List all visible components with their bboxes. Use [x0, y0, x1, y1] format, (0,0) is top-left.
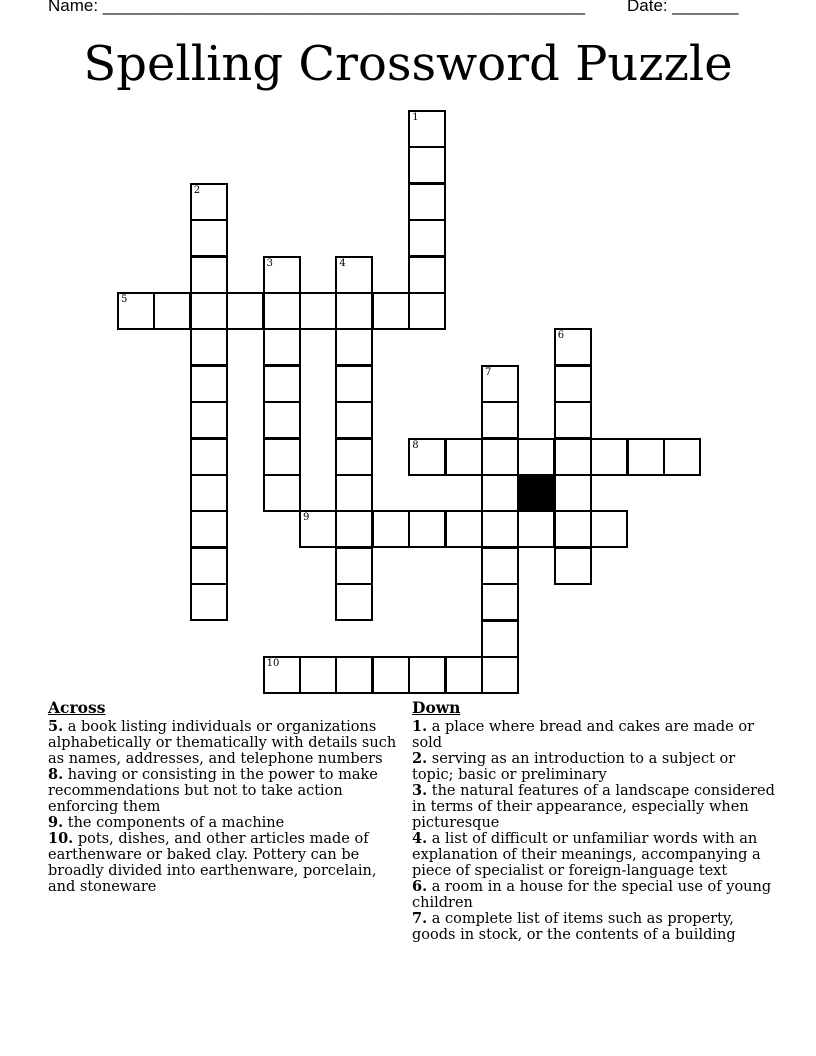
clue-number: 2 [193, 184, 201, 196]
grid-cell[interactable] [263, 656, 301, 694]
grid-cell[interactable] [190, 183, 228, 221]
grid-cell[interactable] [190, 292, 228, 330]
clue-number: 5 [121, 294, 128, 305]
clue-item-number: 4. [412, 830, 428, 847]
clue-number: 6 [557, 330, 565, 342]
clue-item [412, 719, 777, 751]
clue-number: 10 [266, 658, 280, 669]
clue-item-number: 10. [48, 830, 74, 847]
clue-item-text: a room in a house for the special use of young children [412, 879, 772, 911]
grid-cell[interactable] [190, 328, 228, 366]
grid-cell[interactable] [190, 401, 228, 439]
clue-item-number: 6. [412, 878, 428, 895]
grid-cell[interactable] [372, 656, 410, 694]
grid-cell[interactable] [226, 292, 264, 330]
clue-item-number: 1. [412, 718, 428, 735]
grid-cell[interactable] [263, 256, 301, 294]
clue-item-number: 7. [412, 910, 428, 927]
clue-item-text: a list of difficult or unfamiliar words with an explanation of their meanings, accompanying a piece of specialist or foreign-language text [412, 831, 761, 879]
clue-number: 8 [412, 439, 419, 451]
clue-item [412, 751, 777, 783]
clue-item-number: 5. [48, 718, 64, 735]
grid-cell[interactable] [190, 547, 228, 585]
clue-item-text: a place where bread and cakes are made or sold [412, 719, 755, 751]
clue-item-text: the natural features of a landscape considered in terms of their appearance, especially when picturesque [412, 783, 775, 831]
across-heading: Across [48, 698, 106, 717]
black-cell [517, 474, 555, 512]
grid-cell[interactable] [190, 256, 228, 294]
grid-cell[interactable] [517, 510, 555, 548]
grid-cell[interactable] [263, 365, 301, 403]
clue-item-text: having or consisting in the power to make recommendations but not to take action enforcing them [48, 767, 378, 815]
clue-item-text: a book listing individuals or organizations alphabetically or thematically with details such as names, addresses, and telephone numbers [48, 719, 397, 767]
grid-cell[interactable] [408, 438, 446, 476]
grid-cell[interactable] [481, 401, 519, 439]
clue-item [412, 879, 777, 911]
clue-number: 4 [339, 257, 346, 269]
grid-cell[interactable] [190, 474, 228, 512]
grid-cell[interactable] [153, 292, 191, 330]
grid-cell[interactable] [372, 292, 410, 330]
clue-item [48, 767, 403, 815]
grid-cell[interactable] [263, 401, 301, 439]
grid-cell[interactable] [554, 401, 592, 439]
clue-item-number: 2. [412, 750, 428, 767]
grid-cell[interactable] [190, 219, 228, 257]
grid-cell[interactable] [263, 328, 301, 366]
grid-cell[interactable] [481, 547, 519, 585]
clue-item [48, 719, 403, 767]
grid-cell[interactable] [554, 328, 592, 366]
grid-cell[interactable] [408, 656, 446, 694]
grid-cell[interactable] [335, 292, 373, 330]
clue-item-text: serving as an introduction to a subject or topic; basic or preliminary [412, 751, 736, 783]
clue-item-number: 9. [48, 814, 64, 831]
clue-number: 7 [485, 366, 492, 378]
grid-cell[interactable] [445, 438, 483, 476]
down-clue-list [412, 719, 777, 943]
clue-item [412, 783, 777, 831]
grid-cell[interactable] [408, 219, 446, 257]
grid-cell[interactable] [445, 510, 483, 548]
grid-cell[interactable] [590, 510, 628, 548]
grid-cell[interactable] [517, 438, 555, 476]
name-field[interactable]: Name: ___________________________________________________ [48, 0, 585, 15]
clue-number: 1 [412, 112, 419, 123]
grid-cell[interactable] [554, 365, 592, 403]
grid-cell[interactable] [335, 328, 373, 366]
grid-cell[interactable] [590, 438, 628, 476]
grid-cell[interactable] [408, 256, 446, 294]
clue-item-text: pots, dishes, and other articles made of earthenware or baked clay. Pottery can be broadly divided into earthenware, porcelain, and stoneware [48, 831, 377, 895]
date-field[interactable]: Date: _______ [627, 0, 739, 15]
page-title: Spelling Crossword Puzzle [83, 36, 733, 92]
grid-cell[interactable] [481, 365, 519, 403]
grid-cell[interactable] [554, 547, 592, 585]
down-heading: Down [412, 698, 461, 717]
grid-cell[interactable] [190, 365, 228, 403]
grid-cell[interactable] [408, 183, 446, 221]
grid-cell[interactable] [299, 656, 337, 694]
grid-cell[interactable] [263, 474, 301, 512]
grid-cell[interactable] [335, 401, 373, 439]
grid-cell[interactable] [190, 438, 228, 476]
grid-cell[interactable] [481, 583, 519, 621]
grid-cell[interactable] [190, 583, 228, 621]
grid-cell[interactable] [408, 510, 446, 548]
grid-cell[interactable] [481, 438, 519, 476]
grid-cell[interactable] [335, 365, 373, 403]
grid-cell[interactable] [263, 438, 301, 476]
grid-cell[interactable] [335, 656, 373, 694]
grid-cell[interactable] [335, 256, 373, 294]
clue-item-number: 8. [48, 766, 64, 783]
grid-cell[interactable] [408, 146, 446, 184]
across-clues [48, 700, 403, 895]
clue-item-text: the components of a machine [63, 815, 285, 831]
grid-cell[interactable] [335, 438, 373, 476]
grid-cell[interactable] [263, 292, 301, 330]
grid-cell[interactable] [299, 510, 337, 548]
grid-cell[interactable] [335, 474, 373, 512]
clue-item [412, 831, 777, 879]
clue-number: 3 [266, 257, 273, 269]
grid-cell[interactable] [335, 547, 373, 585]
grid-cell[interactable] [335, 583, 373, 621]
grid-cell[interactable] [481, 474, 519, 512]
grid-cell[interactable] [554, 474, 592, 512]
grid-cell[interactable] [408, 292, 446, 330]
clue-item-text: a complete list of items such as property, goods in stock, or the contents of a building [412, 911, 736, 943]
grid-cell[interactable] [481, 620, 519, 658]
grid-cell[interactable] [554, 510, 592, 548]
clue-number: 9 [303, 512, 310, 524]
grid-cell[interactable] [554, 438, 592, 476]
grid-cell[interactable] [481, 656, 519, 694]
across-clue-list [48, 719, 403, 895]
clue-item [48, 815, 403, 831]
header [48, 0, 748, 16]
grid-cell[interactable] [190, 510, 228, 548]
grid-cell[interactable] [408, 110, 446, 148]
grid-cell[interactable] [627, 438, 665, 476]
grid-cell[interactable] [117, 292, 155, 330]
down-clues [412, 700, 777, 943]
grid-cell[interactable] [299, 292, 337, 330]
clue-item [412, 911, 777, 943]
grid-cell[interactable] [481, 510, 519, 548]
clue-item-number: 3. [412, 782, 428, 799]
grid-cell[interactable] [445, 656, 483, 694]
clue-item [48, 831, 403, 895]
grid-cell[interactable] [663, 438, 701, 476]
grid-cell[interactable] [335, 510, 373, 548]
grid-cell[interactable] [372, 510, 410, 548]
